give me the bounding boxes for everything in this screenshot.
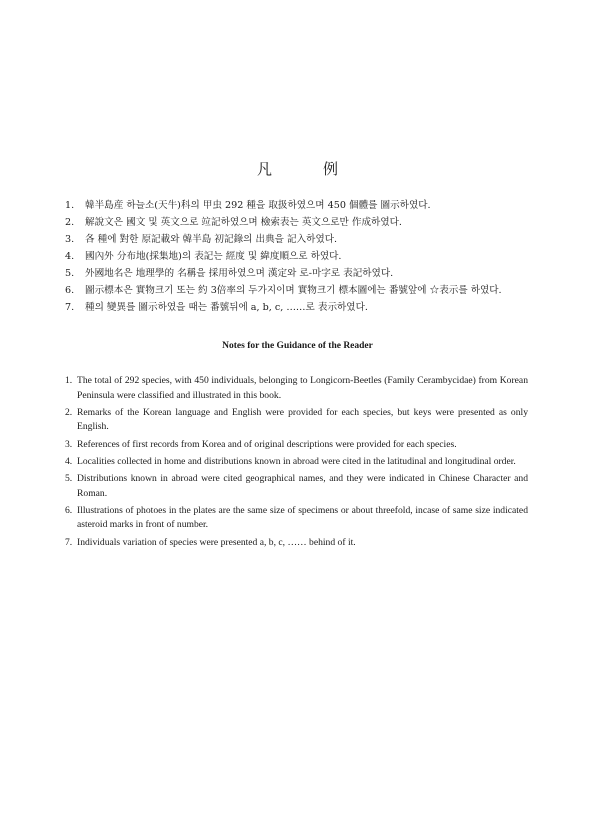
item-text: Remarks of the Korean language and English were provided for each species, but keys were presented as only English.: [77, 406, 528, 433]
korean-notes-list: [65, 197, 535, 316]
list-item: [65, 472, 528, 501]
list-item: [65, 455, 528, 470]
item-text: Illustrations of photoes in the plates are the same size of specimens or about threefold, incase of same size indicated asteroid marks in front of number.: [77, 504, 528, 531]
list-item: [65, 231, 535, 248]
item-text: 韓半島産 하늘소(天牛)科의 甲虫 292 種을 取扱하였으며 450 個體를 圖示하였다.: [85, 200, 431, 211]
item-text: 解說文은 國文 및 英文으로 竝記하였으며 檢索表는 英文으로만 作成하였다.: [85, 217, 402, 228]
item-text: 外國地名은 地理學的 名稱을 採用하였으며 漢定와 로-마字로 表記하였다.: [85, 268, 394, 279]
item-text: 種의 變異를 圖示하였을 때는 番號뒤에 a, b, c, ……로 表示하였다.: [85, 302, 368, 313]
item-number: 5.: [65, 268, 75, 279]
item-text: Distributions known in abroad were cited geographical names, and they were indicated in Chinese Character and Roman.: [77, 472, 528, 499]
list-item: [65, 282, 535, 299]
english-notes-list: [65, 374, 528, 553]
item-number: 2.: [65, 406, 73, 418]
item-number: 2.: [65, 217, 75, 228]
list-item: [65, 197, 535, 214]
item-text: 各 種에 對한 原記載와 韓半島 初記錄의 出典을 記入하였다.: [85, 234, 338, 245]
item-number: 6.: [65, 504, 73, 516]
item-number: 4.: [65, 455, 73, 467]
list-item: [65, 265, 535, 282]
list-item: [65, 299, 535, 316]
list-item: [65, 504, 528, 533]
item-text: 國內外 分布地(採集地)의 表記는 經度 및 緯度順으로 하였다.: [85, 251, 342, 262]
page-title: 凡 例: [256, 160, 356, 178]
item-text: The total of 292 species, with 450 individuals, belonging to Longicorn-Beetles (Family Cerambycidae) from Korean Peninsula were classified and illustrated in this book.: [77, 375, 528, 401]
item-text: 圖示標本은 實物크기 또는 約 3倍率의 두가지이며 實物크기 標本圖에는 番號앞에 ☆表示를 하였다.: [85, 285, 502, 296]
list-item: [65, 406, 528, 435]
list-item: [65, 374, 528, 403]
english-heading: Notes for the Guidance of the Reader: [222, 341, 373, 351]
item-text: Localities collected in home and distributions known in abroad were cited in the latitudinal and longitudinal order.: [77, 455, 516, 467]
item-number: 1.: [65, 375, 73, 386]
item-text: References of first records from Korea and of original descriptions were provided for each species.: [77, 438, 457, 450]
item-number: 7.: [65, 536, 73, 548]
list-item: [65, 248, 535, 265]
list-item: [65, 214, 535, 231]
item-number: 6.: [65, 285, 75, 296]
list-item: [65, 438, 528, 453]
item-number: 1.: [65, 200, 75, 211]
item-number: 7.: [65, 302, 75, 313]
item-text: Individuals variation of species were presented a, b, c, …… behind of it.: [77, 536, 356, 548]
item-number: 4.: [65, 251, 75, 262]
item-number: 3.: [65, 438, 73, 450]
item-number: 5.: [65, 472, 73, 484]
item-number: 3.: [65, 234, 75, 245]
list-item: [65, 536, 528, 551]
